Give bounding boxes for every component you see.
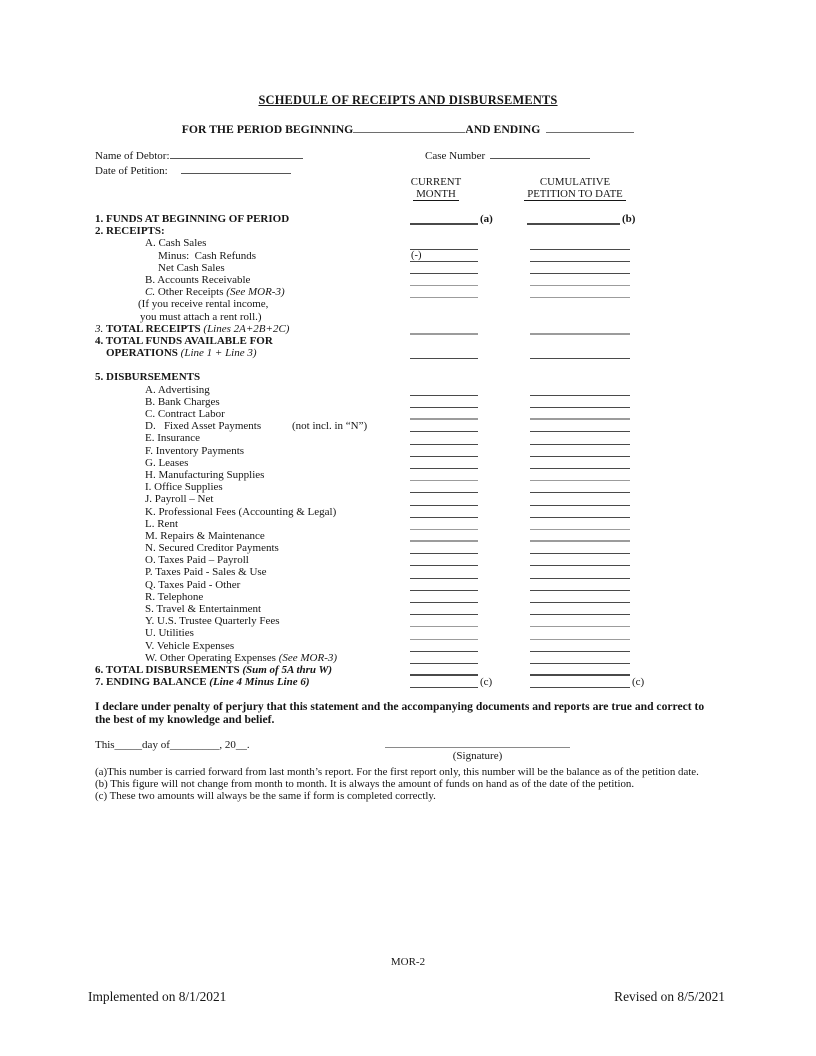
line1-row [95, 213, 740, 225]
cumulative-blank[interactable] [530, 386, 630, 396]
current-month-blank[interactable] [410, 398, 478, 408]
current-month-blank[interactable] [410, 471, 478, 481]
current-month-blank[interactable] [410, 386, 478, 396]
debtor-block [95, 149, 303, 178]
disbursement-row [95, 432, 740, 444]
current-month-blank[interactable] [410, 422, 478, 432]
disbursement-row [95, 652, 740, 664]
disbursement-label: Y. U.S. Trustee Quarterly Fees [145, 615, 280, 628]
receipt-label: B. Accounts Receivable [145, 273, 251, 286]
current-header-line1: CURRENT [410, 176, 462, 188]
name-of-debtor-row [95, 149, 303, 164]
cumulative-blank[interactable] [530, 252, 630, 262]
period-beginning-blank[interactable] [353, 122, 465, 133]
form-number: MOR-2 [390, 956, 426, 968]
disbursement-row [95, 420, 740, 432]
cumulative-blank[interactable] [530, 483, 630, 493]
line6-row [95, 664, 740, 676]
disbursement-label: O. Taxes Paid – Payroll [145, 554, 249, 567]
current-month-blank[interactable] [410, 496, 478, 506]
disbursement-row [95, 481, 740, 493]
cumulative-blank[interactable] [530, 447, 630, 457]
date-of-petition-row [95, 164, 303, 179]
disbursement-row [95, 554, 740, 566]
disbursement-row [95, 396, 740, 408]
disbursement-label: M. Repairs & Maintenance [145, 529, 265, 542]
perjury-declaration: I declare under penalty of perjury that this statement and the accompanying documents and reports are true and correct to the best of my knowledge and belief. [95, 700, 705, 727]
cumulative-blank[interactable] [530, 471, 630, 481]
current-month-blank[interactable] [410, 459, 478, 469]
cumulative-blank[interactable] [530, 642, 630, 652]
disbursement-label: V. Vehicle Expenses [145, 639, 235, 652]
disbursement-label: C. Contract Labor [145, 408, 225, 420]
disbursement-label: N. Secured Creditor Payments [145, 542, 279, 555]
current-header-line2: MONTH [413, 188, 459, 201]
case-number-blank[interactable] [490, 149, 590, 159]
cumulative-header-line1: CUMULATIVE [539, 176, 611, 188]
disbursement-row [95, 640, 740, 652]
line3-label: 3. TOTAL RECEIPTS (Lines 2A+2B+2C) [95, 322, 290, 335]
case-number-row [425, 149, 590, 162]
page-footer [0, 989, 816, 1005]
disbursement-row [95, 445, 740, 457]
line1-cumulative-blank[interactable] [527, 215, 620, 225]
current-month-blank[interactable] [410, 581, 478, 591]
rental-note-line2: you must attach a rent roll.) [140, 310, 262, 323]
line3-current-blank[interactable] [410, 325, 478, 335]
current-month-blank[interactable] [410, 544, 478, 554]
signature-date-line: This_____day of_________, 20__. [95, 739, 250, 751]
cumulative-blank[interactable] [530, 240, 630, 250]
date-of-petition-label: Date of Petition: [95, 164, 168, 177]
period-line [0, 122, 816, 136]
line2-row [95, 225, 740, 237]
revised-date: Revised on 8/5/2021 [614, 989, 725, 1004]
disbursement-label: Q. Taxes Paid - Other [145, 578, 241, 591]
cumulative-blank[interactable] [530, 410, 630, 420]
line7-current-blank[interactable] [410, 678, 478, 688]
disbursement-row [95, 615, 740, 627]
date-of-petition-blank[interactable] [181, 164, 291, 174]
disbursement-label: U. Utilities [145, 627, 194, 640]
cumulative-blank[interactable] [530, 544, 630, 554]
marker-b: (b) [622, 212, 636, 225]
line4-label2: OPERATIONS (Line 1 + Line 3) [106, 347, 257, 360]
current-month-blank[interactable] [410, 483, 478, 493]
disbursement-row [95, 518, 740, 530]
implemented-date: Implemented on 8/1/2021 [88, 989, 227, 1004]
line1-current-blank[interactable] [410, 215, 478, 225]
cumulative-blank[interactable] [530, 508, 630, 518]
receipt-label: A. Cash Sales [145, 237, 207, 250]
disbursement-row [95, 530, 740, 542]
current-month-blank[interactable] [410, 508, 478, 518]
disbursement-row [95, 469, 740, 481]
disbursement-label: G. Leases [145, 456, 189, 469]
cumulative-blank[interactable] [530, 264, 630, 274]
current-month-blank[interactable] [410, 435, 478, 445]
disbursement-label: W. Other Operating Expenses (See MOR-3) [145, 651, 338, 664]
current-month-blank[interactable] [410, 532, 478, 542]
current-month-blank[interactable] [410, 240, 478, 250]
receipt-label: Minus: Cash Refunds [158, 249, 257, 262]
line7-cumulative-blank[interactable] [530, 678, 630, 688]
line6-label: 6. TOTAL DISBURSEMENTS (Sum of 5A thru W) [95, 663, 333, 676]
disbursement-label: P. Taxes Paid - Sales & Use [145, 566, 267, 579]
cumulative-blank[interactable] [530, 435, 630, 445]
line4-row-2 [95, 347, 740, 359]
current-month-blank[interactable] [410, 569, 478, 579]
disbursement-label: R. Telephone [145, 590, 204, 603]
rental-note-line1: (If you receive rental income, [138, 298, 269, 311]
footnote-b: (b) This figure will not change from month to month. It is always the amount of funds on hand as of the date of the petition. [95, 778, 635, 791]
cumulative-blank[interactable] [530, 605, 630, 615]
line1-label: 1. FUNDS AT BEGINNING OF PERIOD [95, 213, 290, 225]
line2-label: 2. RECEIPTS: [95, 225, 165, 238]
cumulative-blank[interactable] [530, 422, 630, 432]
cumulative-blank[interactable] [530, 654, 630, 664]
current-month-blank[interactable] [410, 264, 478, 274]
line7-label: 7. ENDING BALANCE (Line 4 Minus Line 6) [95, 676, 310, 689]
line6-cumulative-blank[interactable] [530, 666, 630, 676]
disbursement-row [95, 408, 740, 420]
current-month-blank[interactable] [410, 447, 478, 457]
current-month-blank[interactable] [410, 605, 478, 615]
receipt-label: C. Other Receipts (See MOR-3) [145, 286, 285, 299]
period-ending-blank[interactable] [546, 122, 634, 133]
cumulative-blank[interactable] [530, 617, 630, 627]
line5-label: 5. DISBURSEMENTS [95, 371, 201, 384]
line3-cumulative-blank[interactable] [530, 325, 630, 335]
other-receipts-row [95, 286, 740, 298]
cumulative-blank[interactable] [530, 398, 630, 408]
footnotes [95, 766, 699, 803]
cumulative-blank[interactable] [530, 496, 630, 506]
line6-current-blank[interactable] [410, 666, 478, 676]
line4-cumulative-blank[interactable] [530, 349, 630, 359]
cumulative-blank[interactable] [530, 630, 630, 640]
disbursement-label: L. Rent [145, 517, 178, 530]
marker-c-current: (c) [480, 676, 493, 689]
accounts-receivable-row [95, 274, 740, 286]
disbursement-row [95, 493, 740, 505]
footnote-c: (c) These two amounts will always be the same if form is completed correctly. [95, 790, 436, 803]
line7-row [95, 676, 740, 688]
minus-sign-prefix: (-) [411, 249, 422, 261]
disbursement-row [95, 566, 740, 578]
disbursement-row [95, 579, 740, 591]
name-of-debtor-label: Name of Debtor: [95, 150, 170, 162]
line4-current-blank[interactable] [410, 349, 478, 359]
rental-note-row-2 [95, 311, 740, 323]
disbursement-label: F. Inventory Payments [145, 444, 245, 457]
current-month-blank[interactable] [410, 249, 478, 262]
cash-sales-row [95, 237, 740, 249]
disbursement-row [95, 457, 740, 469]
period-beginning-label: FOR THE PERIOD BEGINNING [181, 123, 354, 136]
current-month-blank[interactable] [410, 288, 478, 298]
period-ending-label: AND ENDING [465, 123, 541, 136]
spacer-row [95, 359, 740, 371]
cumulative-blank[interactable] [530, 520, 630, 530]
page-title: SCHEDULE OF RECEIPTS AND DISBURSEMENTS [258, 93, 558, 107]
current-month-blank[interactable] [410, 593, 478, 603]
receipt-label: Net Cash Sales [158, 261, 225, 274]
disbursement-label: D. Fixed Asset Payments [145, 420, 262, 433]
disbursement-label: H. Manufacturing Supplies [145, 468, 265, 481]
disbursement-note: (not incl. in “N”) [292, 420, 368, 433]
disbursement-row [95, 542, 740, 554]
case-number-label: Case Number [425, 150, 486, 162]
disbursement-row [95, 591, 740, 603]
schedule-table [95, 213, 740, 688]
disbursement-label: S. Travel & Entertainment [145, 603, 262, 615]
cumulative-blank[interactable] [530, 569, 630, 579]
cumulative-column-header [516, 176, 634, 201]
disbursement-label: B. Bank Charges [145, 395, 220, 408]
cumulative-blank[interactable] [530, 288, 630, 298]
current-month-blank[interactable] [410, 276, 478, 286]
current-month-blank[interactable] [410, 410, 478, 420]
disbursement-label: E. Insurance [145, 432, 200, 445]
cumulative-blank[interactable] [530, 581, 630, 591]
net-cash-sales-row [95, 262, 740, 274]
signature-label: (Signature) [452, 750, 503, 762]
cumulative-blank[interactable] [530, 593, 630, 603]
line5-row [95, 371, 740, 383]
cash-refunds-row [95, 250, 740, 262]
disbursement-row [95, 603, 740, 615]
current-month-blank[interactable] [410, 617, 478, 627]
line4-row-1 [95, 335, 740, 347]
disbursement-label: I. Office Supplies [145, 481, 223, 494]
current-month-blank[interactable] [410, 642, 478, 652]
marker-c-cumulative: (c) [632, 676, 645, 689]
marker-a: (a) [480, 212, 493, 225]
disbursement-row [95, 506, 740, 518]
current-month-blank[interactable] [410, 630, 478, 640]
name-of-debtor-blank[interactable] [170, 149, 303, 159]
current-month-blank[interactable] [410, 520, 478, 530]
cumulative-blank[interactable] [530, 532, 630, 542]
disbursement-label: J. Payroll – Net [145, 493, 214, 506]
rental-note-row-1 [95, 298, 740, 310]
disbursement-label: A. Advertising [145, 383, 210, 396]
signature-blank[interactable] [385, 736, 570, 748]
cumulative-blank[interactable] [530, 276, 630, 286]
cumulative-blank[interactable] [530, 459, 630, 469]
disbursement-row [95, 384, 740, 396]
current-month-blank[interactable] [410, 556, 478, 566]
cumulative-header-line2: PETITION TO DATE [524, 188, 626, 201]
disbursement-row [95, 627, 740, 639]
footnote-a: (a)This number is carried forward from last month’s report. For the first report only, this number will be the balance as of the petition date. [95, 766, 699, 778]
current-month-blank[interactable] [410, 654, 478, 664]
disbursement-label: K. Professional Fees (Accounting & Legal) [145, 505, 337, 518]
line4-label: 4. TOTAL FUNDS AVAILABLE FOR [95, 334, 273, 347]
cumulative-blank[interactable] [530, 556, 630, 566]
line3-row [95, 323, 740, 335]
current-month-column-header [398, 176, 474, 201]
